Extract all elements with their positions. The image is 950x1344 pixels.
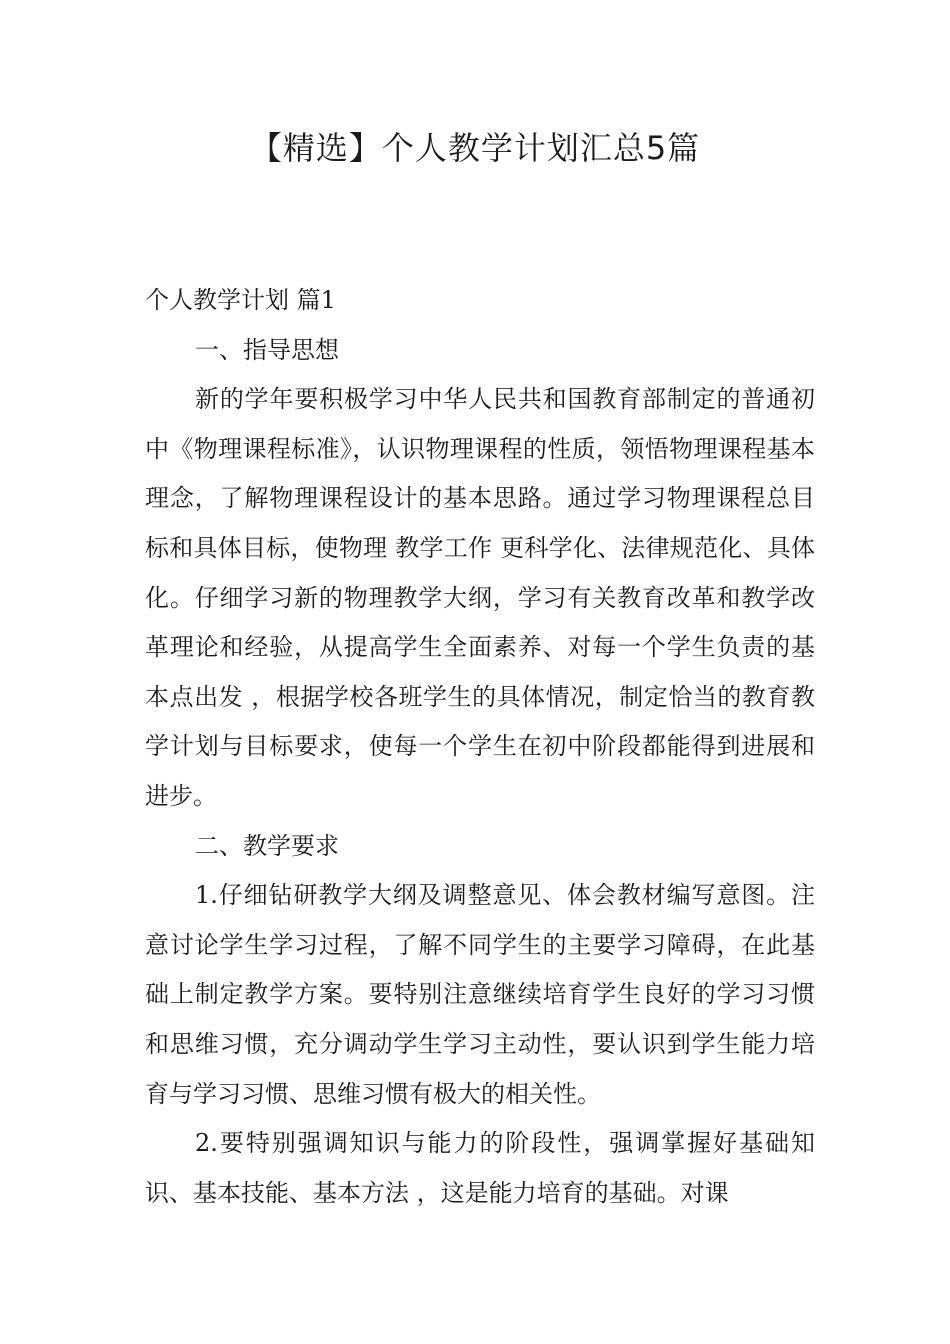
document-title: 【精选】个人教学计划汇总5篇 bbox=[249, 129, 701, 167]
heading-teaching-requirements: 二、教学要求 bbox=[195, 831, 339, 860]
document-body bbox=[145, 276, 815, 1218]
paragraph-requirement-2: 2.要特别强调知识与能力的阶段性，强调掌握好基础知识、基本技能、基本方法 ，这是能力培育的基础。对课 bbox=[145, 1129, 815, 1207]
paragraph-requirement-1: 1.仔细钻研教学大纲及调整意见、体会教材编写意图。注意讨论学生学习过程，了解不同学生的主要学习障碍，在此基础上制定教学方案。要特别注意继续培育学生良好的学习习惯和思维习惯，充分调动学生学习主动性，要认识到学生能力培育与学习习惯、思维习惯有极大的相关性。 bbox=[145, 881, 815, 1108]
section-label: 个人教学计划 篇1 bbox=[145, 286, 336, 314]
heading-guiding-ideology: 一、指导思想 bbox=[195, 335, 339, 364]
paragraph-guiding-ideology: 新的学年要积极学习中华人民共和国教育部制定的普通初中《物理课程标准》，认识物理课程的性质，领悟物理课程基本理念，了解物理课程设计的基本思路。通过学习物理课程总目标和具体目标，使物理 教学工作 更科学化、法律规范化、具体化。仔细学习新的物理教学大纲，学习有关教育改革和教学改革理论和经验，从提高学生全面素养、对每一个学生负责的基本点出发 ，根据学校各班学生的具体情况，制定恰当的教育教学计划与目标要求，使每一个学生在初中阶段都能得到进展和进步。 bbox=[145, 385, 815, 810]
